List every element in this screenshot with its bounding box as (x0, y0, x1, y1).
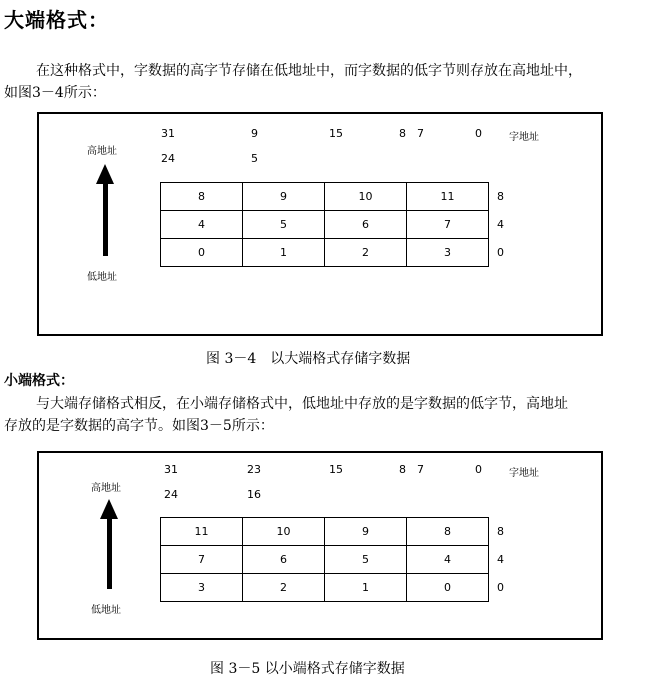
memory-table (160, 182, 489, 267)
table-cell: 7 (407, 211, 489, 239)
table-row (161, 239, 489, 267)
little-endian-paragraph-line1: 与大端存储格式相反，在小端存储格式中，低地址中存放的是字数据的低字节，高地址 (36, 396, 568, 412)
bit-label: 24 (164, 488, 178, 501)
arrow-shaft (107, 517, 112, 589)
little-endian-heading: 小端格式： (4, 373, 74, 389)
table-cell: 5 (325, 546, 407, 574)
bit-label: 31 (164, 463, 178, 476)
bit-label: 15 (329, 127, 343, 140)
table-cell: 7 (161, 546, 243, 574)
table-row (161, 546, 489, 574)
low-address-label: 低地址 (91, 605, 121, 616)
table-cell: 11 (407, 183, 489, 211)
little-endian-figure (37, 451, 603, 640)
table-cell: 1 (243, 239, 325, 267)
table-cell: 10 (325, 183, 407, 211)
bit-label: 24 (161, 152, 175, 165)
row-address: 8 (497, 525, 504, 538)
arrow-shaft (103, 182, 108, 256)
table-cell: 2 (325, 239, 407, 267)
bit-label: 8 (399, 463, 406, 476)
memory-table (160, 517, 489, 602)
little-endian-paragraph-line2: 存放的是字数据的高字节。如图3－5所示： (4, 418, 274, 434)
table-cell: 4 (407, 546, 489, 574)
bit-label: 7 (417, 463, 424, 476)
bit-label: 16 (247, 488, 261, 501)
table-cell: 1 (325, 574, 407, 602)
high-address-label: 高地址 (91, 483, 121, 494)
table-cell: 10 (243, 518, 325, 546)
word-address-label: 字地址 (509, 132, 539, 143)
bit-label: 23 (247, 463, 261, 476)
low-address-label: 低地址 (87, 272, 117, 283)
table-cell: 6 (243, 546, 325, 574)
row-address: 4 (497, 218, 504, 231)
table-row (161, 211, 489, 239)
figure-caption-3-5: 图 3－5 以小端格式存储字数据 (210, 661, 405, 677)
big-endian-figure (37, 112, 603, 336)
bit-label: 15 (329, 463, 343, 476)
big-endian-paragraph-line1: 在这种格式中，字数据的高字节存储在低地址中，而字数据的低字节则存放在高地址中， (36, 63, 582, 79)
table-cell: 5 (243, 211, 325, 239)
table-cell: 8 (161, 183, 243, 211)
table-cell: 0 (407, 574, 489, 602)
up-arrow-icon (96, 164, 114, 184)
bit-label: 0 (475, 127, 482, 140)
table-cell: 9 (325, 518, 407, 546)
bit-label: 8 (399, 127, 406, 140)
bit-label: 9 (251, 127, 258, 140)
big-endian-heading: 大端格式： (4, 8, 109, 32)
bit-label: 0 (475, 463, 482, 476)
row-address: 0 (497, 581, 504, 594)
table-cell: 8 (407, 518, 489, 546)
big-endian-paragraph-line2: 如图3－4所示： (4, 85, 106, 101)
table-row (161, 518, 489, 546)
table-row (161, 574, 489, 602)
bit-label: 31 (161, 127, 175, 140)
figure-caption-3-4: 图 3－4 以大端格式存储字数据 (206, 351, 411, 367)
table-cell: 2 (243, 574, 325, 602)
table-cell: 0 (161, 239, 243, 267)
table-cell: 6 (325, 211, 407, 239)
row-address: 0 (497, 246, 504, 259)
up-arrow-icon (100, 499, 118, 519)
bit-label: 7 (417, 127, 424, 140)
row-address: 4 (497, 553, 504, 566)
bit-label: 5 (251, 152, 258, 165)
table-cell: 11 (161, 518, 243, 546)
table-cell: 3 (161, 574, 243, 602)
row-address: 8 (497, 190, 504, 203)
word-address-label: 字地址 (509, 468, 539, 479)
high-address-label: 高地址 (87, 146, 117, 157)
table-cell: 3 (407, 239, 489, 267)
table-cell: 4 (161, 211, 243, 239)
table-cell: 9 (243, 183, 325, 211)
table-row (161, 183, 489, 211)
